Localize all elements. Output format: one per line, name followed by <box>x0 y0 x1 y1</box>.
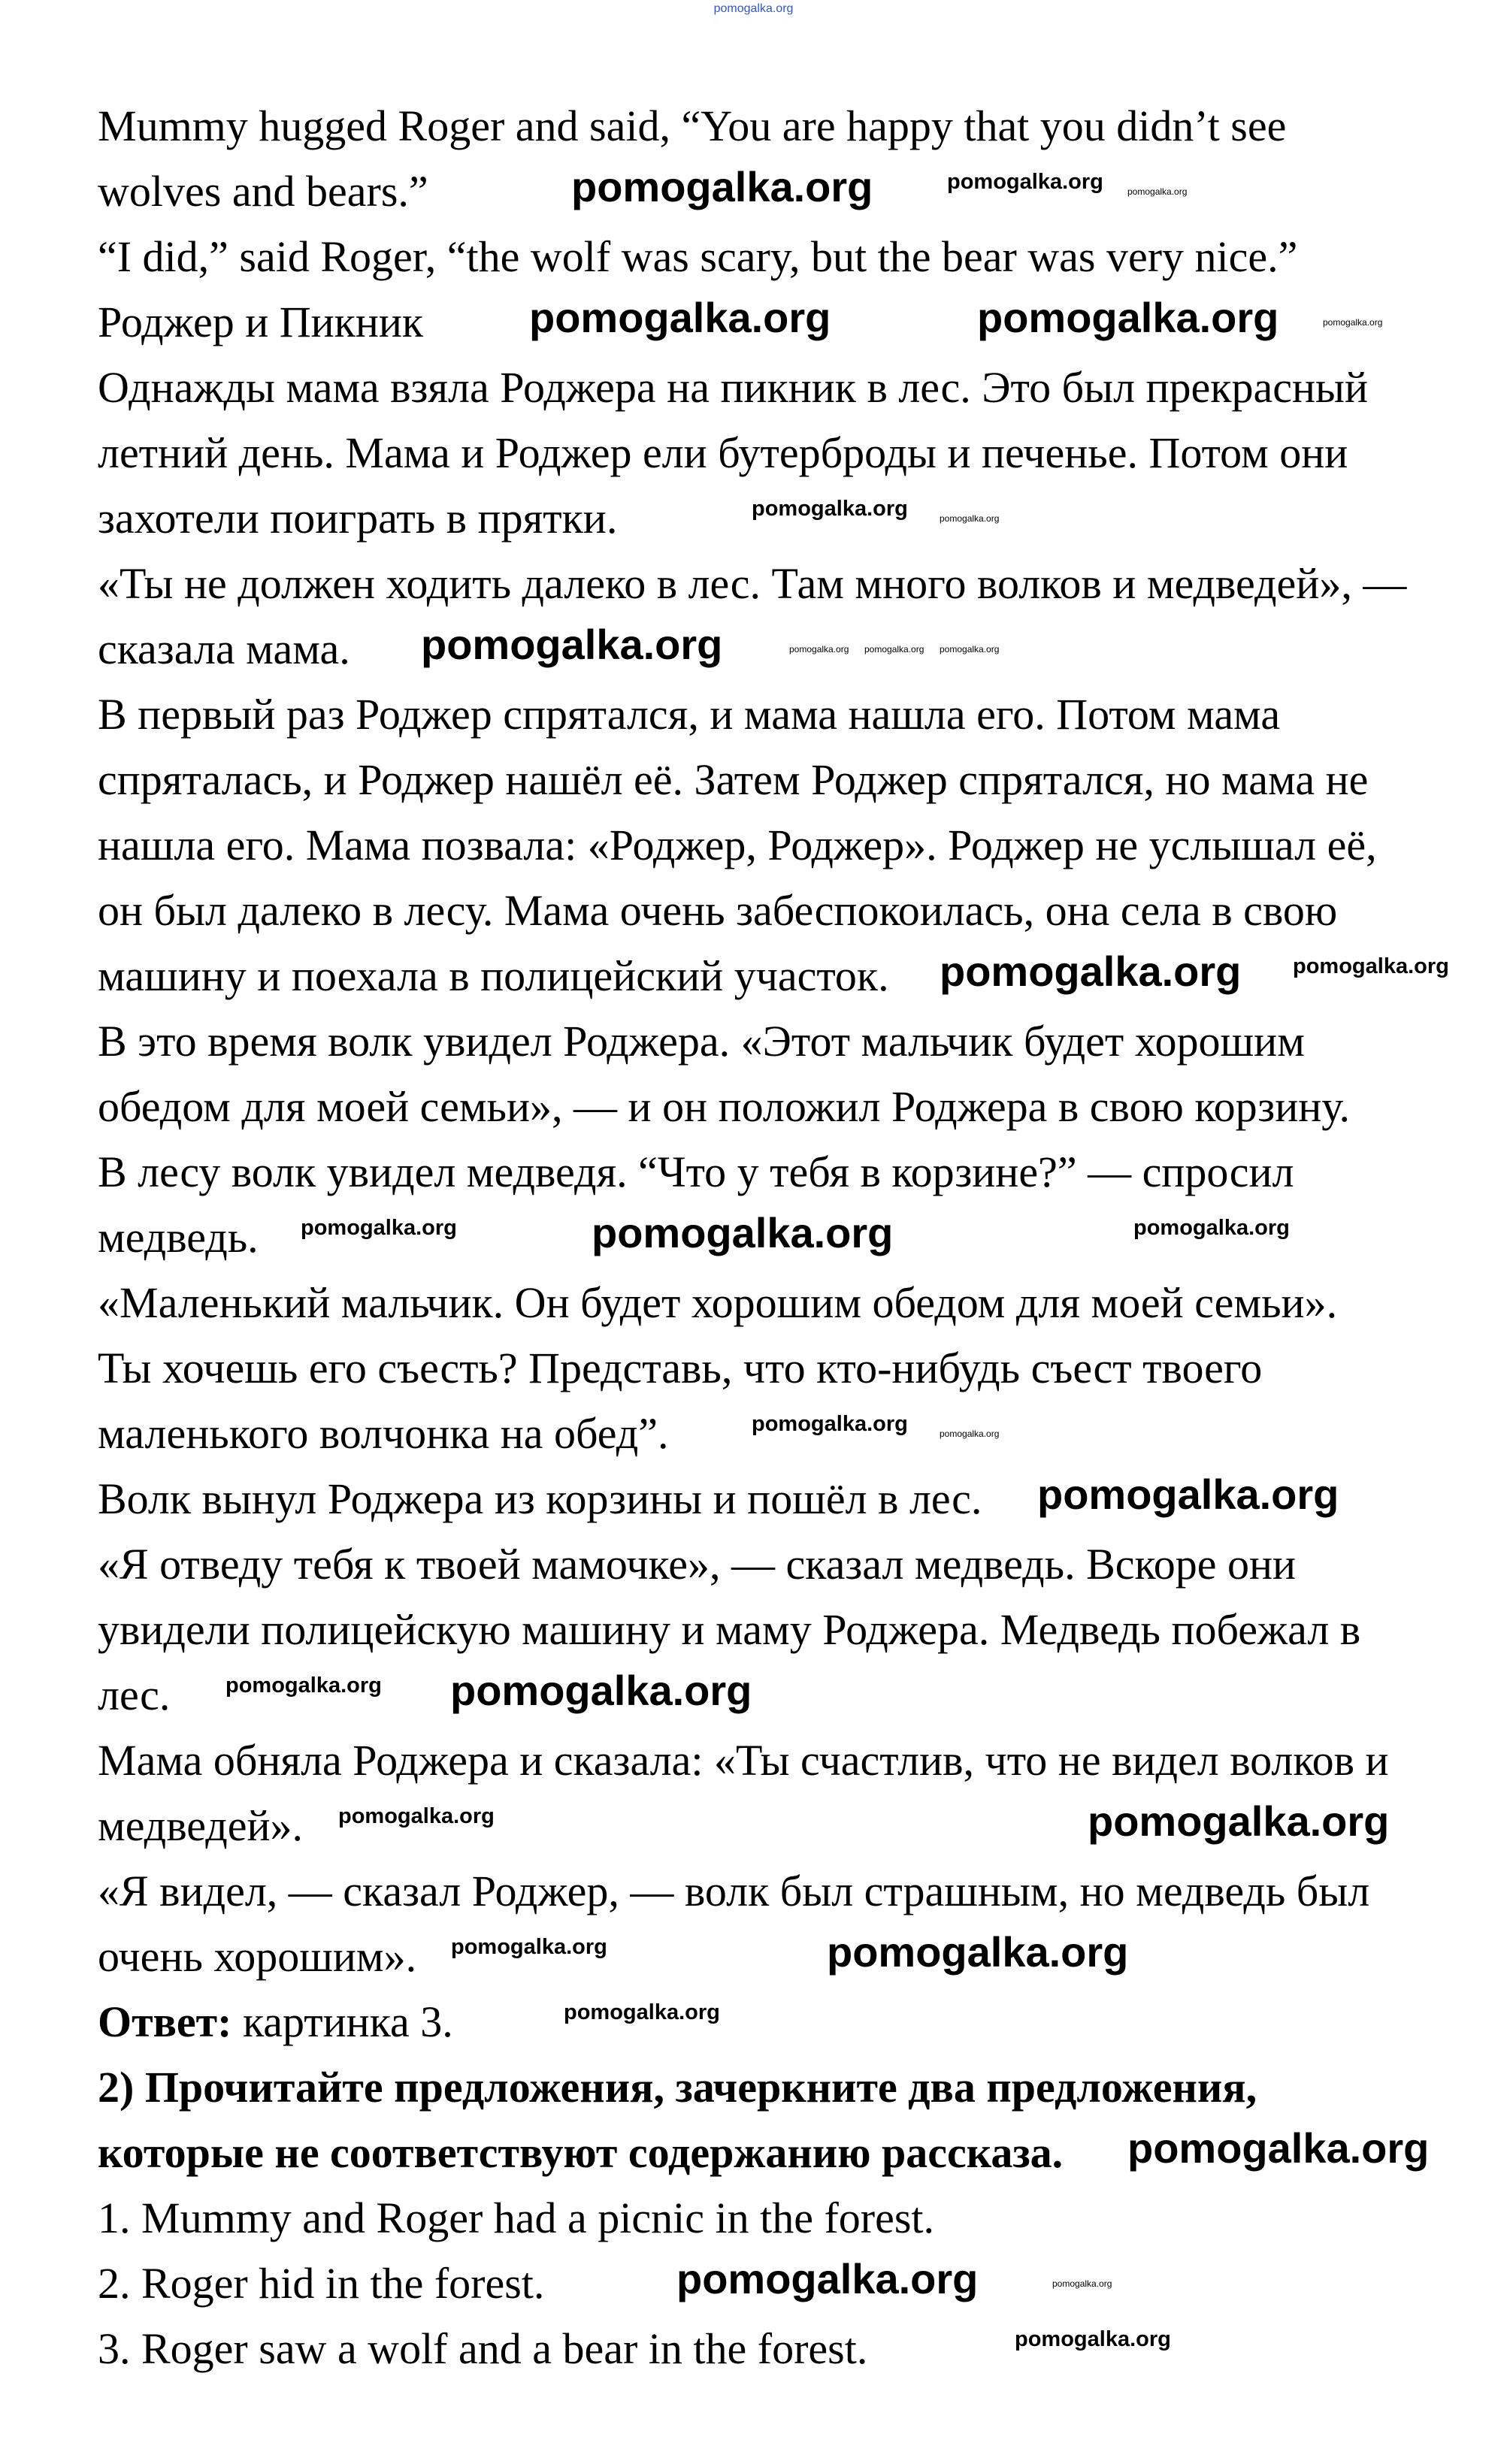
text-line-content: картинка 3. <box>231 1997 453 2046</box>
text-line-content: В это время волк увидел Роджера. «Этот мальчик будет хорошим <box>98 1017 1305 1066</box>
text-line <box>98 551 1406 616</box>
text-line <box>98 878 1337 943</box>
text-line <box>98 1466 982 1531</box>
text-line <box>98 2251 544 2316</box>
text-line <box>98 1270 1337 1335</box>
text-line-content: «Я видел, — сказал Роджер, — волк был страшным, но медведь был <box>98 1867 1370 1915</box>
text-line-content: «Ты не должен ходить далеко в лес. Там много волков и медведей», — <box>98 559 1407 608</box>
text-line <box>98 1858 1369 1924</box>
text-line-content: 2) Прочитайте предложения, зачеркните два предложения, <box>98 2063 1257 2112</box>
watermark: pomogalka.org <box>571 163 873 210</box>
text-line-content: wolves and bears.” <box>98 167 428 216</box>
text-line <box>98 485 617 551</box>
text-line <box>98 1074 1350 1139</box>
text-line <box>98 2185 934 2251</box>
text-line-content: медведь. <box>98 1213 259 1262</box>
watermark: pomogalka.org <box>940 1429 1000 1439</box>
text-line-content: “I did,” said Roger, “the wolf was scary, but the bear was very nice.” <box>98 232 1298 281</box>
text-line <box>98 1335 1262 1401</box>
watermark: pomogalka.org <box>940 644 1000 655</box>
watermark: pomogalka.org <box>752 1412 908 1436</box>
text-line <box>98 1401 669 1466</box>
watermark: pomogalka.org <box>225 1673 382 1698</box>
text-line <box>98 1597 1360 1662</box>
text-line-content: захотели поиграть в прятки. <box>98 494 618 543</box>
text-line-content: Ты хочешь его съесть? Представь, что кто-нибудь съест твоего <box>98 1344 1263 1392</box>
watermark: pomogalka.org <box>529 294 831 341</box>
text-line-content: Волк вынул Роджера из корзины и пошёл в лес. <box>98 1474 982 1523</box>
text-line-content: обедом для моей семьи», — и он положил Роджера в свою корзину. <box>98 1082 1350 1131</box>
watermark: pomogalka.org <box>676 2255 979 2302</box>
text-line-content: машину и поехала в полицейский участок. <box>98 951 889 1000</box>
text-line <box>98 2054 1257 2120</box>
text-line-content: маленького волчонка на обед”. <box>98 1409 669 1458</box>
watermark: pomogalka.org <box>789 644 849 655</box>
text-line-content: 2. Roger hid in the forest. <box>98 2259 545 2308</box>
text-line-content: очень хорошим». <box>98 1932 417 1981</box>
watermark: pomogalka.org <box>940 513 1000 524</box>
watermark: pomogalka.org <box>301 1216 457 1240</box>
text-line-content: медведей». <box>98 1801 304 1850</box>
text-line-content: летний день. Мама и Роджер ели бутерброды и печенье. Потом они <box>98 428 1348 477</box>
text-line <box>98 1139 1294 1205</box>
watermark: pomogalka.org <box>1015 2327 1171 2351</box>
text-line <box>98 1205 259 1270</box>
text-line <box>98 289 423 355</box>
watermark: pomogalka.org <box>1133 1216 1290 1240</box>
text-line <box>98 420 1348 485</box>
text-line <box>98 1989 453 2054</box>
watermark: pomogalka.org <box>592 1209 894 1256</box>
text-line <box>98 93 1286 159</box>
text-line <box>98 682 1280 747</box>
watermark: pomogalka.org <box>1127 2124 1430 2172</box>
watermark: pomogalka.org <box>450 1667 752 1714</box>
watermark: pomogalka.org <box>421 621 723 668</box>
text-line <box>98 1662 170 1728</box>
text-line-content: он был далеко в лесу. Мама очень забеспокоилась, она села в свою <box>98 886 1338 935</box>
watermark: pomogalka.org <box>1293 954 1449 978</box>
watermark: pomogalka.org <box>1088 1797 1390 1845</box>
text-line <box>98 943 889 1008</box>
text-line <box>98 812 1377 878</box>
text-line <box>98 355 1368 420</box>
text-line-content: 1. Mummy and Roger had a picnic in the forest. <box>98 2193 935 2242</box>
text-line <box>98 1793 303 1858</box>
text-line-content: Однажды мама взяла Роджера на пикник в лес. Это был прекрасный <box>98 363 1369 412</box>
watermark: pomogalka.org <box>752 497 908 521</box>
text-line <box>98 1531 1296 1597</box>
text-line <box>98 1008 1305 1074</box>
text-line-content: «Маленький мальчик. Он будет хорошим обедом для моей семьи». <box>98 1278 1338 1327</box>
text-line-content: В лесу волк увидел медведя. “Что у тебя в корзине?” — спросил <box>98 1147 1294 1196</box>
watermark: pomogalka.org <box>1127 186 1188 197</box>
text-line <box>98 1728 1389 1793</box>
text-line-content: нашла его. Мама позвала: «Роджер, Роджер». Роджер не услышал её, <box>98 821 1377 869</box>
watermark: pomogalka.org <box>1052 2278 1112 2289</box>
top-watermark: pomogalka.org <box>713 2 794 15</box>
watermark: pomogalka.org <box>1037 1471 1339 1518</box>
text-line-content: Мама обняла Роджера и сказала: «Ты счастлив, что не видел волков и <box>98 1736 1389 1785</box>
watermark: pomogalka.org <box>451 1935 607 1959</box>
text-line <box>98 2120 1063 2185</box>
answer-label: Ответ: <box>98 1997 232 2046</box>
text-line <box>98 1924 416 1989</box>
watermark: pomogalka.org <box>827 1928 1129 1976</box>
text-line-content: лес. <box>98 1670 171 1719</box>
text-line <box>98 159 428 224</box>
watermark: pomogalka.org <box>338 1804 495 1828</box>
text-line-content: «Я отведу тебя к твоей мамочке», — сказал медведь. Вскоре они <box>98 1540 1297 1589</box>
watermark: pomogalka.org <box>940 948 1242 995</box>
watermark: pomogalka.org <box>977 294 1279 341</box>
text-line-content: сказала мама. <box>98 624 350 673</box>
text-line <box>98 616 350 682</box>
text-line <box>98 747 1368 812</box>
watermark: pomogalka.org <box>564 2000 720 2024</box>
text-line-content: спряталась, и Роджер нашёл её. Затем Роджер спрятался, но мама не <box>98 755 1369 804</box>
watermark: pomogalka.org <box>1323 317 1383 328</box>
watermark: pomogalka.org <box>947 170 1103 194</box>
text-line-content: В первый раз Роджер спрятался, и мама нашла его. Потом мама <box>98 690 1281 739</box>
watermark: pomogalka.org <box>864 644 924 655</box>
text-line-content: которые не соответствуют содержанию рассказа. <box>98 2128 1064 2177</box>
text-line-content: 3. Roger saw a wolf and a bear in the forest. <box>98 2324 868 2373</box>
text-line-content: Mummy hugged Roger and said, “You are happy that you didn’t see <box>98 101 1287 150</box>
text-line <box>98 2316 867 2381</box>
text-line-content: Роджер и Пикник <box>98 298 424 346</box>
text-line-content: увидели полицейскую машину и маму Роджера. Медведь побежал в <box>98 1605 1361 1654</box>
text-line <box>98 224 1297 289</box>
